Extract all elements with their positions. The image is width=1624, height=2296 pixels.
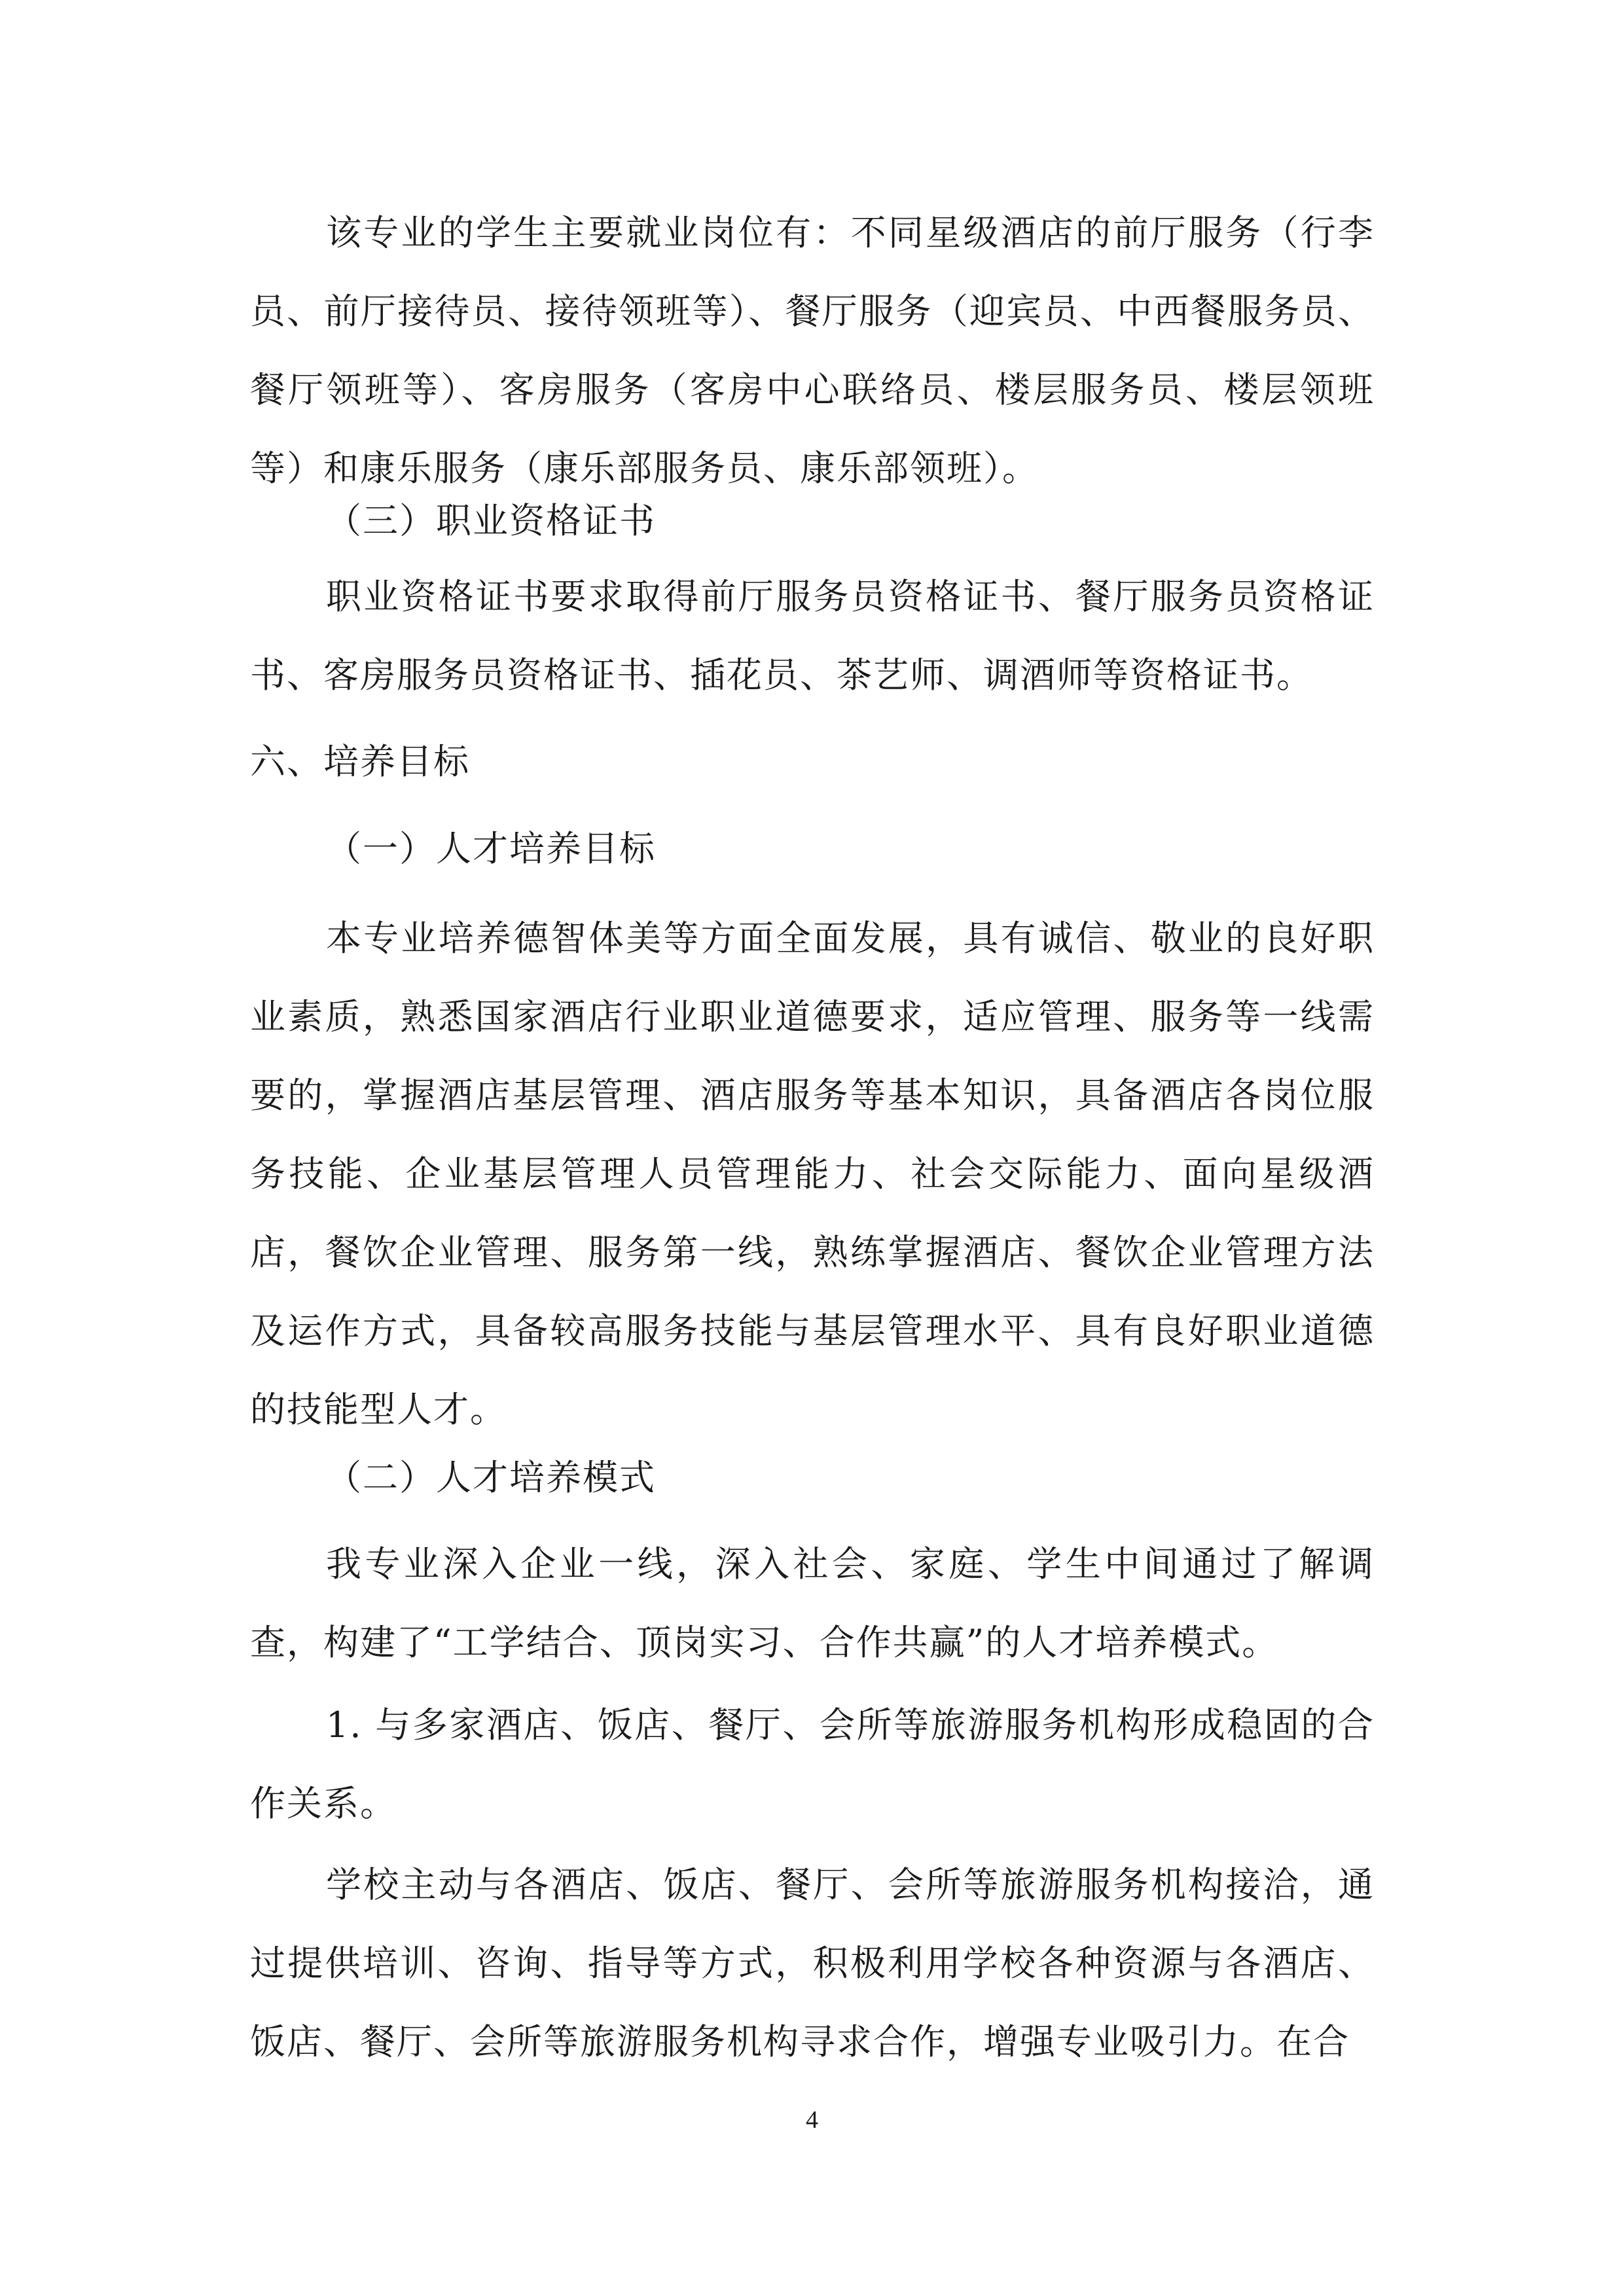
employment-positions-paragraph: 该专业的学生主要就业岗位有：不同星级酒店的前厅服务（行李员、前厅接待员、接待领班等）、餐厅服务（迎宾员、中西餐服务员、餐厅领班等）、客房服务（客房中心联络员、楼层服务员、楼层领班等）和康乐服务（康乐部服务员、康乐部领班）。 [250, 212, 1375, 489]
talent-goal-heading: （一）人才培养目标 [326, 828, 656, 869]
section-six-heading: 六、培养目标 [250, 741, 470, 782]
talent-mode-paragraph: 我专业深入企业一线，深入社会、家庭、学生中间通过了解调查，构建了“工学结合、顶岗实习、合作共赢”的人才培养模式。 [250, 1543, 1375, 1663]
item-one-paragraph: 学校主动与各酒店、饭店、餐厅、会所等旅游服务机构接洽，通过提供培训、咨询、指导等方式，积极利用学校各种资源与各酒店、饭店、餐厅、会所等旅游服务机构寻求合作，增强专业吸引力。在合 [250, 1864, 1375, 2062]
certificate-heading: （三）职业资格证书 [326, 500, 656, 541]
certificate-paragraph: 职业资格证书要求取得前厅服务员资格证书、餐厅服务员资格证书、客房服务员资格证书、插花员、茶艺师、调酒师等资格证书。 [250, 576, 1375, 696]
talent-mode-heading: （二）人才培养模式 [326, 1457, 656, 1498]
talent-goal-paragraph: 本专业培养德智体美等方面全面发展，具有诚信、敬业的良好职业素质，熟悉国家酒店行业职业道德要求，适应管理、服务等一线需要的，掌握酒店基层管理、酒店服务等基本知识，具备酒店各岗位服务技能、企业基层管理人员管理能力、社会交际能力、面向星级酒店，餐饮企业管理、服务第一线，熟练掌握酒店、餐饮企业管理方法及运作方式，具备较高服务技能与基层管理水平、具有良好职业道德的技能型人才。 [250, 918, 1375, 1430]
page-number: 4 [806, 2106, 818, 2134]
item-one-heading: 1. 与多家酒店、饭店、餐厅、会所等旅游服务机构形成稳固的合作关系。 [250, 1704, 1375, 1824]
